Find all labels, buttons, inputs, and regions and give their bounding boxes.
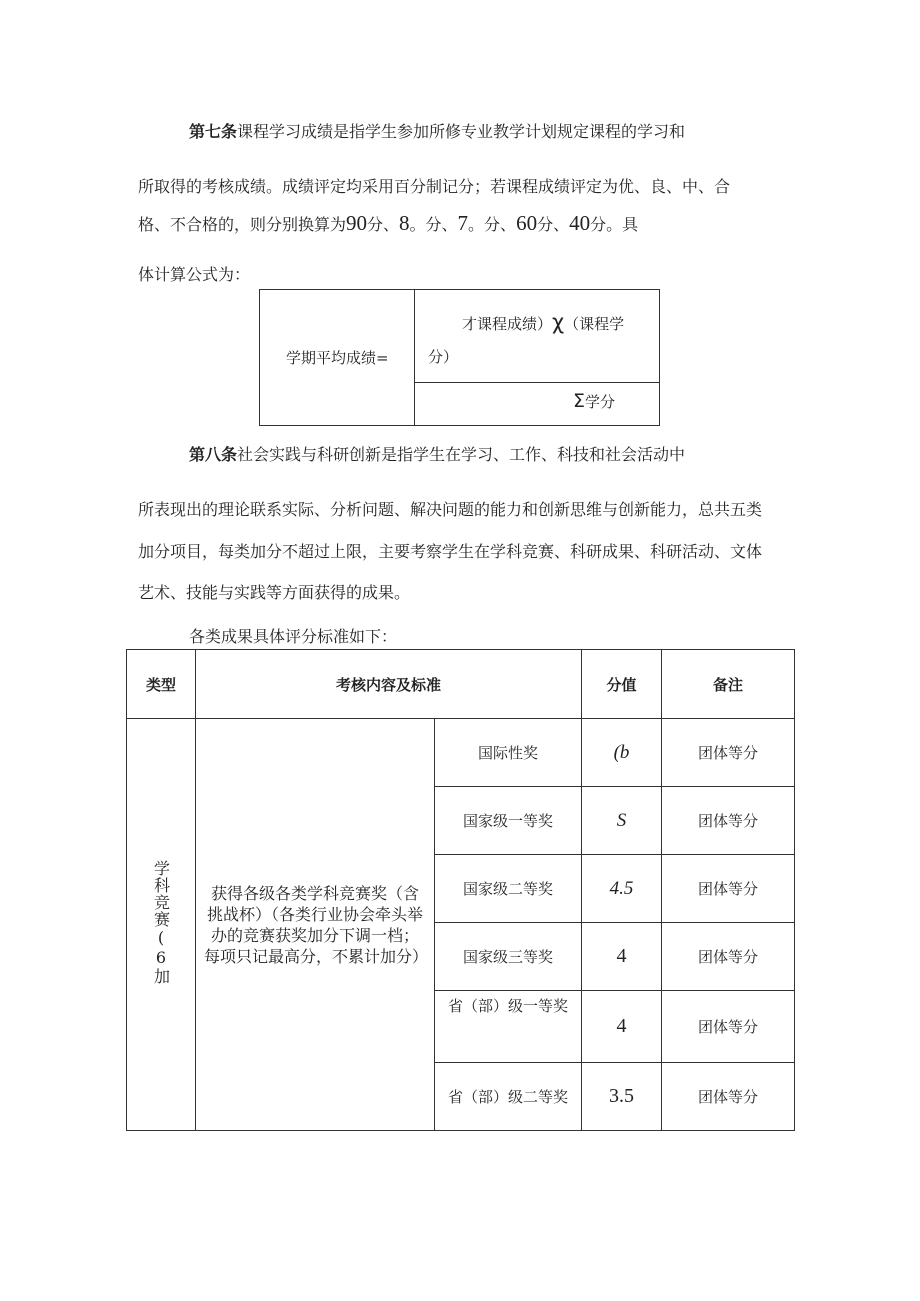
article8-heading: 第八条	[189, 445, 238, 464]
score-cell: 4.5	[582, 855, 662, 923]
type-label: 学科竞赛(6加	[151, 860, 171, 985]
score-cell: 4	[582, 991, 662, 1063]
score-cell: S	[582, 787, 662, 855]
note-cell: 团体等分	[662, 923, 795, 991]
level-cell: 国家级三等奖	[435, 923, 582, 991]
type-cell	[127, 719, 196, 1131]
unit-text: 。分、	[409, 215, 458, 234]
note-cell: 团体等分	[662, 1063, 795, 1131]
article7-line2: 所取得的考核成绩。成绩评定均采用百分制记分；若课程成绩评定为优、良、中、合	[138, 177, 731, 196]
score-7: 7	[457, 211, 469, 235]
score-table	[126, 649, 795, 1131]
formula-denominator	[573, 391, 615, 412]
article7-line3-text: 格、不合格的，则分别换算为	[138, 215, 347, 234]
score-8: 8	[399, 211, 410, 235]
score-60: 60	[516, 211, 538, 235]
article8-line4: 艺术、技能与实践等方面获得的成果。	[138, 583, 411, 602]
formula-box	[259, 289, 660, 426]
level-cell: 省（部）级一等奖	[435, 991, 582, 1063]
article7-line1-text: 课程学习成绩是指学生参加所修专业教学计划规定课程的学习和	[237, 122, 686, 141]
note-cell: 团体等分	[662, 991, 795, 1063]
score-cell: (b	[582, 719, 662, 787]
table-intro: 各类成果具体评分标准如下：	[189, 627, 398, 646]
article7-line4: 体计算公式为：	[138, 265, 251, 284]
score-40: 40	[569, 211, 591, 235]
score-90: 90	[346, 211, 368, 235]
level-cell: 省（部）级二等奖	[435, 1063, 582, 1131]
level-cell: 国家级一等奖	[435, 787, 582, 855]
note-cell: 团体等分	[662, 719, 795, 787]
chi-symbol: χ	[552, 310, 565, 334]
article7-line1	[189, 122, 685, 142]
header-note: 备注	[662, 650, 795, 719]
level-cell: 国际性奖	[435, 719, 582, 787]
formula-divider	[414, 290, 415, 425]
denominator-text: 学分	[585, 393, 616, 411]
formula-numerator-line1	[462, 312, 624, 334]
table-header-row	[127, 650, 795, 719]
header-type: 类型	[127, 650, 196, 719]
unit-text: 分、	[367, 215, 400, 234]
article8-line1	[189, 445, 685, 465]
level-cell: 国家级二等奖	[435, 855, 582, 923]
score-cell: 4	[582, 923, 662, 991]
header-content: 考核内容及标准	[196, 650, 582, 719]
score-cell: 3.5	[582, 1063, 662, 1131]
article7-heading: 第七条	[189, 122, 238, 141]
sigma-symbol: Σ	[573, 390, 586, 412]
article8-line1-text: 社会实践与科研创新是指学生在学习、工作、科技和社会活动中	[237, 445, 686, 464]
note-cell: 团体等分	[662, 855, 795, 923]
numerator-text: （课程学	[564, 315, 625, 333]
formula-left-label: 学期平均成绩=	[286, 349, 389, 367]
header-score: 分值	[582, 650, 662, 719]
formula-numerator-line2: 分）	[428, 348, 459, 366]
numerator-text: 才课程成绩）	[462, 315, 553, 333]
fraction-line	[414, 382, 659, 383]
unit-text: 分、	[537, 215, 570, 234]
article8-line3: 加分项目，每类加分不超过上限，主要考察学生在学科竞赛、科研成果、科研活动、文体	[138, 542, 763, 561]
article8-line2: 所表现出的理论联系实际、分析问题、解决问题的能力和创新思维与创新能力，总共五类	[138, 500, 763, 519]
content-cell: 获得各级各类学科竞赛奖（含挑战杯）（各类行业协会牵头举办的竞赛获奖加分下调一档；每项只记最高分，不累计加分）	[196, 719, 435, 1131]
table-row	[127, 719, 795, 787]
unit-text: 分。具	[590, 215, 639, 234]
note-cell: 团体等分	[662, 787, 795, 855]
unit-text: 。分、	[468, 215, 517, 234]
article7-line3	[138, 210, 638, 238]
